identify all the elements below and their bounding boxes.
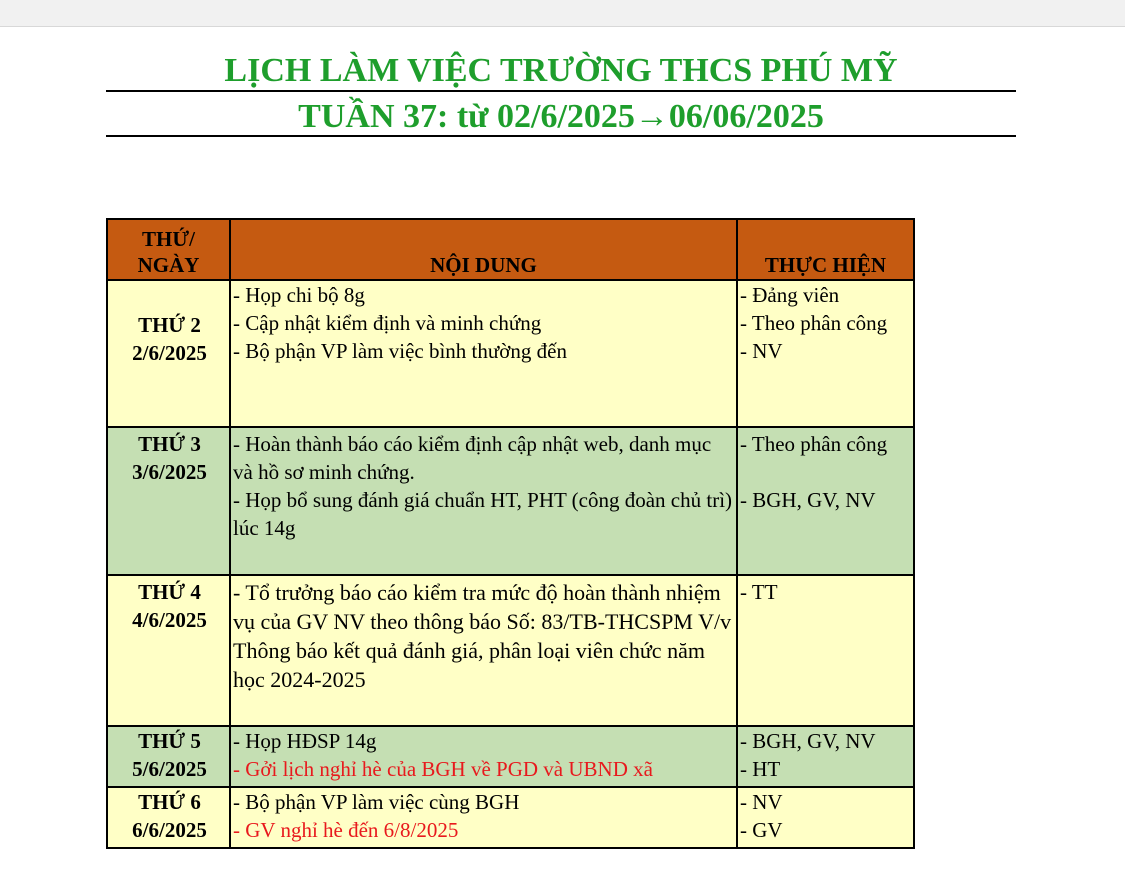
subtitle-divider [106,135,1016,137]
day-date: 3/6/2025 [132,460,207,484]
column-header-day-line2: NGÀY [137,253,200,277]
content-line: - Họp HĐSP 14g [233,729,377,753]
day-date: 5/6/2025 [132,757,207,781]
content-line: - Họp bổ sung đánh giá chuẩn HT, PHT (công đoàn chủ trì) lúc 14g [233,488,733,540]
content-line-highlight: - Gởi lịch nghỉ hè của BGH về PGD và UBND xã [233,757,653,781]
table-row [107,280,914,427]
day-name: THỨ 2 [138,313,201,337]
table-row [107,427,914,575]
day-name: THỨ 3 [138,432,201,456]
table-header-row [107,219,914,280]
assignee-line: - HT [740,757,781,781]
content-line: - Cập nhật kiểm định và minh chứng [233,311,542,335]
column-header-content: NỘI DUNG [230,219,737,280]
content-line: - Hoàn thành báo cáo kiểm định cập nhật web, danh mục và hồ sơ minh chứng. [233,432,712,484]
day-cell [107,427,230,575]
day-cell [107,280,230,427]
table-row [107,726,914,787]
day-name: THỨ 5 [138,729,201,753]
assignee-line: - Theo phân công [740,432,888,456]
day-cell [107,726,230,787]
assignee-cell [737,726,914,787]
spacer [740,458,913,486]
content-cell [230,575,737,726]
content-line: - Bộ phận VP làm việc bình thường đến [233,339,567,363]
day-cell [107,787,230,848]
title-divider [106,90,1016,92]
content-line: - Bộ phận VP làm việc cùng BGH [233,790,520,814]
column-header-day [107,219,230,280]
content-line: - Họp chi bộ 8g [233,283,365,307]
day-name: THỨ 4 [138,580,201,604]
content-cell [230,726,737,787]
assignee-line: - Đảng viên [740,283,840,307]
page-subtitle: TUẦN 37: từ 02/6/2025→06/06/2025 [298,98,824,135]
content-line: - Tổ trưởng báo cáo kiểm tra mức độ hoàn thành nhiệm vụ của GV NV theo thông báo Số: 83/TB-THCSPM V/v Thông báo kết quả đánh giá, phân loại viên chức năm học 2024-2025 [233,580,732,692]
assignee-cell [737,787,914,848]
assignee-line: - GV [740,818,783,842]
schedule-table [106,218,915,849]
assignee-line: - NV [740,339,783,363]
assignee-line: - BGH, GV, NV [740,729,876,753]
day-cell [107,575,230,726]
assignee-cell [737,427,914,575]
table-row [107,787,914,848]
assignee-line: - BGH, GV, NV [740,488,876,512]
page-title: LỊCH LÀM VIỆC TRƯỜNG THCS PHÚ MỸ [224,52,898,89]
assignee-line: - Theo phân công [740,311,888,335]
table-row [107,575,914,726]
day-date: 6/6/2025 [132,818,207,842]
assignee-cell [737,575,914,726]
content-cell [230,787,737,848]
assignee-cell [737,280,914,427]
column-header-day-line1: THỨ/ [142,227,195,251]
day-name: THỨ 6 [138,790,201,814]
column-header-assignee: THỰC HIỆN [737,219,914,280]
assignee-line: - NV [740,790,783,814]
document-page [0,27,1125,892]
content-line-highlight: - GV nghỉ hè đến 6/8/2025 [233,818,459,842]
assignee-line: - TT [740,580,778,604]
top-toolbar [0,0,1125,27]
day-date: 2/6/2025 [132,341,207,365]
content-cell [230,427,737,575]
day-date: 4/6/2025 [132,608,207,632]
content-cell [230,280,737,427]
